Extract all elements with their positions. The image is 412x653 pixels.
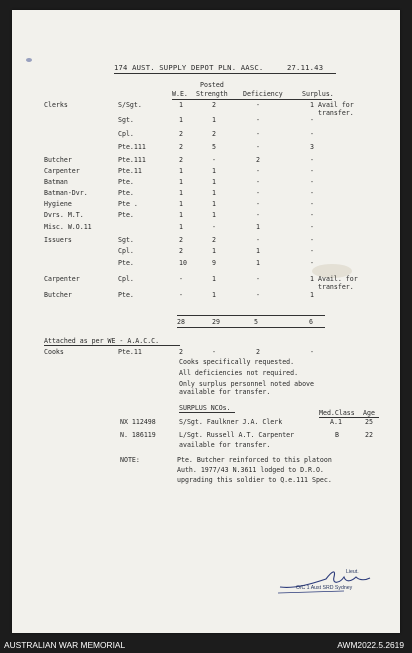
note-line-1: Cooks specifically requested.	[179, 358, 295, 366]
total-deficiency: 5	[254, 318, 258, 326]
age-header: Age	[363, 409, 375, 417]
title-underline	[114, 73, 336, 74]
row-deficiency: -	[256, 236, 260, 244]
nco-2-age: 22	[365, 431, 373, 439]
row-surplus: -	[310, 247, 314, 255]
note-detail-3: upgrading this soldier to Q.e.111 Spec.	[177, 476, 332, 484]
row-deficiency: 1	[256, 259, 260, 267]
row-deficiency: -	[256, 130, 260, 138]
totals-line-top	[177, 315, 325, 316]
total-surplus: 6	[309, 318, 313, 326]
row-we: 2	[179, 143, 183, 151]
surplus-ncos-underline	[179, 412, 235, 413]
row-category: Batman	[44, 178, 68, 186]
note-detail-2: Auth. 1977/43 N.3611 lodged to D.R.O.	[177, 466, 324, 474]
nco-1-med: A.1	[330, 418, 342, 426]
row-surplus: -	[310, 178, 314, 186]
row-strength: 2	[212, 101, 216, 109]
row-rank: Pte.	[118, 291, 134, 299]
row-strength: 1	[212, 275, 216, 283]
row-rank: Pte.111	[118, 143, 146, 151]
attached-heading: Attached as per WE - A.A.C.C.	[44, 337, 160, 345]
row-we: 1	[179, 116, 183, 124]
row-surplus: -	[310, 211, 314, 219]
row-deficiency: -	[256, 178, 260, 186]
note-label: NOTE:	[120, 456, 140, 464]
row-deficiency: -	[256, 211, 260, 219]
cooks-rank: Pte.11	[118, 348, 142, 356]
row-we: 2	[179, 236, 183, 244]
note-detail-1: Pte. Butcher reinforced to this platoon	[177, 456, 332, 464]
cooks-category: Cooks	[44, 348, 64, 356]
row-rank: Cpl.	[118, 130, 134, 138]
row-category: Batman-Dvr.	[44, 189, 88, 197]
row-surplus: -	[310, 116, 314, 124]
cooks-deficiency: 2	[256, 348, 260, 356]
total-strength: 29	[212, 318, 220, 326]
row-surplus: -	[310, 259, 314, 267]
row-surplus: -	[310, 130, 314, 138]
row-strength: -	[212, 223, 216, 231]
document-page	[12, 10, 400, 633]
row-category: Butcher	[44, 291, 72, 299]
row-strength: 2	[212, 130, 216, 138]
row-surplus: -	[310, 167, 314, 175]
row-we: 1	[179, 200, 183, 208]
surplus-ncos-heading: SURPLUS NCOs.	[179, 404, 231, 412]
row-deficiency: -	[256, 116, 260, 124]
row-remark: Avail for transfer.	[318, 101, 354, 117]
row-category: Carpenter	[44, 167, 80, 175]
row-deficiency: -	[256, 200, 260, 208]
header-strength: Strength	[196, 90, 228, 98]
row-category: Butcher	[44, 156, 72, 164]
row-rank: Cpl.	[118, 247, 134, 255]
row-category: Clerks	[44, 101, 68, 109]
row-strength: 1	[212, 189, 216, 197]
row-rank: Pte .	[118, 200, 138, 208]
cooks-we: 2	[179, 348, 183, 356]
document-date: 27.11.43	[287, 63, 324, 72]
header-underline	[172, 99, 332, 100]
row-we: 1	[179, 167, 183, 175]
signature-unit: O/C 1 Aust SRD Sydney	[296, 585, 353, 591]
row-rank: Pte.111	[118, 156, 146, 164]
row-strength: 1	[212, 167, 216, 175]
row-strength: 2	[212, 236, 216, 244]
row-surplus: 3	[310, 143, 314, 151]
nco-1-age: 25	[365, 418, 373, 426]
header-surplus: Surplus.	[302, 90, 334, 98]
row-rank: Cpl.	[118, 275, 134, 283]
row-we: 10	[179, 259, 187, 267]
row-strength: 1	[212, 247, 216, 255]
row-rank: Sgt.	[118, 116, 134, 124]
row-rank: Sgt.	[118, 236, 134, 244]
row-deficiency: 2	[256, 156, 260, 164]
row-strength: 1	[212, 116, 216, 124]
row-we: 2	[179, 156, 183, 164]
row-we: -	[179, 275, 183, 283]
cooks-strength: -	[212, 348, 216, 356]
row-deficiency: 1	[256, 223, 260, 231]
row-rank: Pte.	[118, 178, 134, 186]
row-category: Carpenter	[44, 275, 80, 283]
row-strength: 9	[212, 259, 216, 267]
row-we: 1	[179, 211, 183, 219]
row-rank: Pte.11	[118, 167, 142, 175]
row-surplus: 1	[310, 291, 314, 299]
nco-2-number: N. 186119	[120, 431, 156, 439]
note-line-2: All deficiencies not required.	[179, 369, 299, 377]
row-surplus: -	[310, 156, 314, 164]
footer-institution: AUSTRALIAN WAR MEMORIAL	[4, 640, 126, 650]
row-rank: S/Sgt.	[118, 101, 142, 109]
row-category: Hygiene	[44, 200, 72, 208]
cooks-surplus: -	[310, 348, 314, 356]
row-we: -	[179, 291, 183, 299]
row-strength: 5	[212, 143, 216, 151]
attached-underline	[44, 345, 180, 346]
row-category: Misc. W.O.11	[44, 223, 92, 231]
signature-rank: Lieut.	[346, 569, 359, 575]
totals-line-bottom	[177, 327, 325, 328]
row-deficiency: -	[256, 189, 260, 197]
row-category: Dvrs. M.T.	[44, 211, 84, 219]
nco-1-name: S/Sgt. Faulkner J.A. Clerk	[179, 418, 283, 426]
nco-availability-note: available for transfer.	[179, 441, 271, 449]
row-we: 2	[179, 130, 183, 138]
archive-footer	[0, 636, 412, 653]
row-we: 2	[179, 247, 183, 255]
row-strength: -	[212, 156, 216, 164]
row-rank: Pte.	[118, 189, 134, 197]
row-deficiency: -	[256, 143, 260, 151]
total-we: 28	[177, 318, 185, 326]
nco-2-name: L/Sgt. Russell A.T. Carpenter	[179, 431, 295, 439]
row-we: 1	[179, 189, 183, 197]
nco-2-med: B	[335, 431, 339, 439]
row-strength: 1	[212, 178, 216, 186]
row-we: 1	[179, 101, 183, 109]
nco-1-number: NX 112498	[120, 418, 156, 426]
row-category: Issuers	[44, 236, 72, 244]
row-strength: 1	[212, 291, 216, 299]
row-deficiency: -	[256, 167, 260, 175]
row-rank: Pte.	[118, 259, 134, 267]
document-body	[12, 10, 400, 633]
signature	[274, 565, 384, 597]
note-line-3: Only surplus personnel noted above	[179, 380, 314, 388]
footer-accession-number: AWM2022.5.2619	[337, 640, 404, 650]
row-we: 1	[179, 178, 183, 186]
row-deficiency: -	[256, 101, 260, 109]
header-we: W.E.	[172, 90, 188, 98]
row-deficiency: -	[256, 275, 260, 283]
row-surplus: -	[310, 236, 314, 244]
row-surplus: -	[310, 223, 314, 231]
row-deficiency: -	[256, 291, 260, 299]
row-rank: Pte.	[118, 211, 134, 219]
row-remark: Avail. for transfer.	[318, 275, 358, 291]
header-deficiency: Deficiency	[243, 90, 283, 98]
row-surplus: 1	[310, 275, 314, 283]
row-surplus: 1	[310, 101, 314, 109]
header-posted: Posted	[200, 81, 224, 89]
row-deficiency: 1	[256, 247, 260, 255]
row-surplus: -	[310, 200, 314, 208]
note-line-4: available for transfer.	[179, 388, 271, 396]
document-title: 174 AUST. SUPPLY DEPOT PLN. AASC.	[114, 63, 264, 72]
row-surplus: -	[310, 189, 314, 197]
row-strength: 1	[212, 200, 216, 208]
row-we: 1	[179, 223, 183, 231]
med-class-header: Med.Class	[319, 409, 355, 417]
row-strength: 1	[212, 211, 216, 219]
